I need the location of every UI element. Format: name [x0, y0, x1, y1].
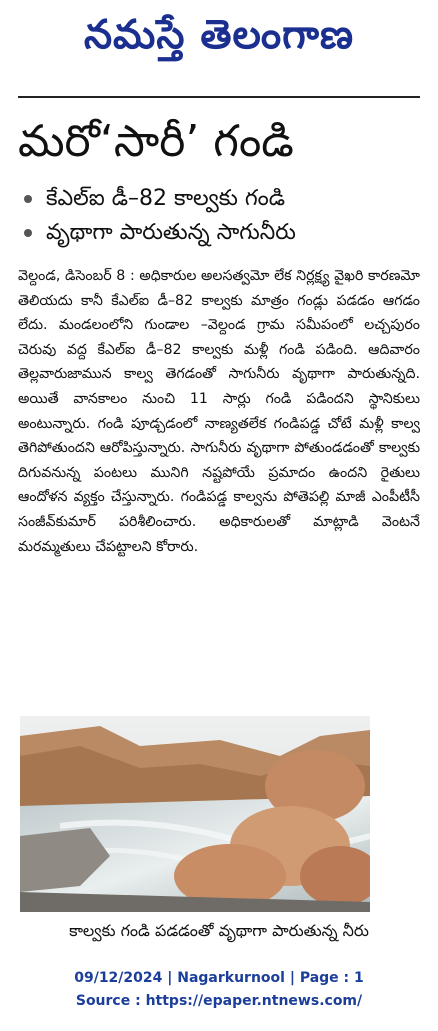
- canal-breach-photo: [20, 716, 370, 912]
- subheadline-item: [18, 182, 420, 216]
- bullet-icon: [24, 195, 32, 203]
- article-body: వెల్దండ, డిసెంబర్ 8 : అధికారుల అలసత్వమో లేక నిర్లక్ష్య వైఖరి కారణమో తెలియదు కానీ కేఎల్ఐ డీ–82 కాల్వకు మాత్రం గండ్లు పడడం ఆగడం లేదు. మండలంలోని గుండాల –వెల్దండ గ్రామ సమీపంలో లచ్చపురం చెరువు వద్ద కేఎల్ఐ డీ–82 కాల్వకు మళ్లీ గండి పడింది. ఆదివారం తెల్లవారుజామున కాల్వ తెగడంతో సాగునీరు వృథాగా పారుతున్నది. అయితే వానకాలం నుంచి 11 సార్లు గండి పడిందని స్థానికులు అంటున్నారు. గండి పూడ్చడంలో నాణ్యతలేక గండిపడ్డ చోటే మళ్లీ కాల్వ తెగిపోతుందని ఆరోపిస్తున్నారు. సాగునీరు వృథాగా పోతుండడంతో కాల్వకు దిగువనున్న పంటలు మునిగి నష్టపోయే ప్రమాదం ఉందని రైతులు ఆందోళన వ్యక్తం చేస్తున్నారు. గండిపడ్డ కాల్వను పోతెపల్లి మాజీ ఎంపీటీసీ సంజీవ్‌కుమార్ పరిశీలించారు. అధికారులతో మాట్లాడి వెంటనే మరమ్మతులు చేపట్టాలని కోరారు.: [18, 268, 420, 555]
- newspaper-masthead: నమస్తే తెలంగాణ: [83, 12, 355, 58]
- subheadline-list: [18, 182, 420, 250]
- masthead-divider: [18, 96, 420, 98]
- subheadline-item: [18, 216, 420, 250]
- photo-caption: కాల్వకు గండి పడడంతో వృథాగా పారుతున్న నీరు: [69, 921, 369, 940]
- article-headline: మరో‘సారీ’ గండి: [18, 116, 294, 167]
- footer-source-link[interactable]: Source : https://epaper.ntnews.com/: [75, 993, 363, 1009]
- bullet-icon: [24, 229, 32, 237]
- footer-edition-info: 09/12/2024 | Nagarkurnool | Page : 1: [74, 970, 364, 986]
- subheadline-text: కేఎల్ఐ డీ–82 కాల్వకు గండి: [46, 186, 286, 211]
- subheadline-text: వృథాగా పారుతున్న సాగునీరు: [46, 220, 296, 245]
